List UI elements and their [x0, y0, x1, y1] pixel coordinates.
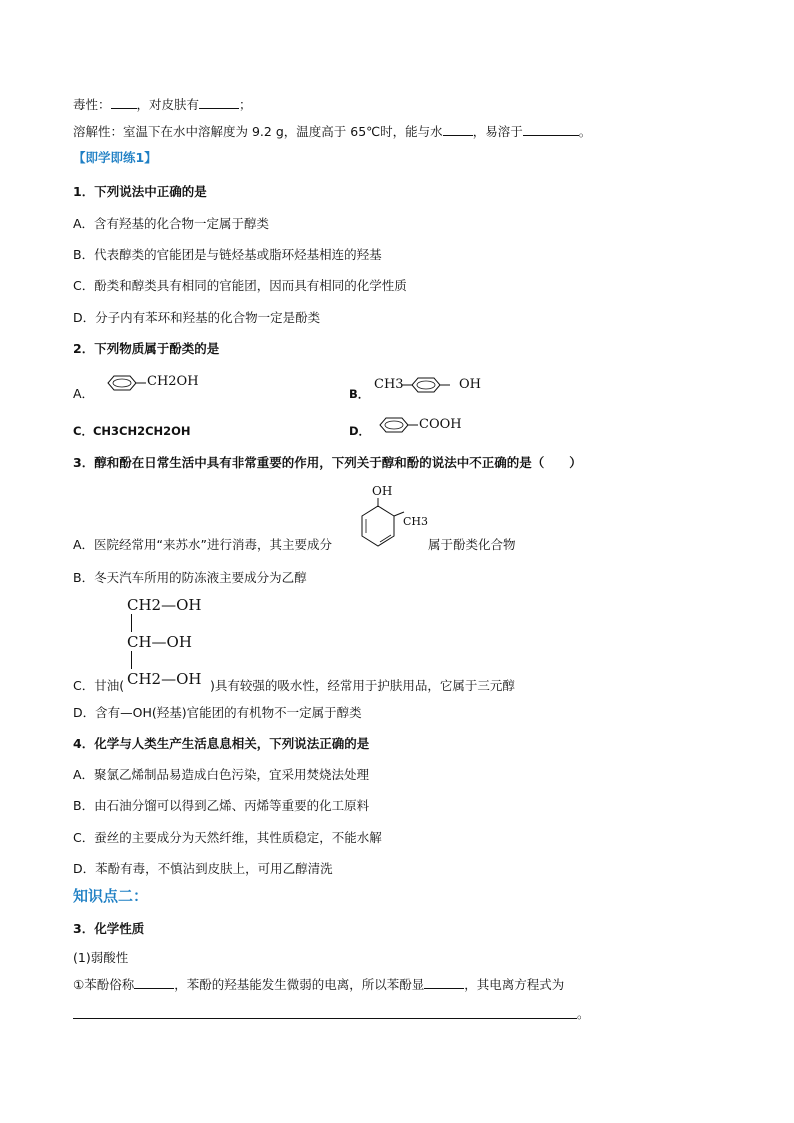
q1-option-b: B．代表醇类的官能团是与链烃基或脂环烃基相连的羟基 — [73, 247, 382, 262]
q4-option-d: D．苯酚有毒，不慎沾到皮肤上，可用乙醇清洗 — [73, 861, 333, 876]
q3-option-c-pre: C．甘油( — [73, 678, 125, 693]
practice-heading: 【即学即练1】 — [73, 150, 157, 165]
q3-stem: 3．醇和酚在日常生活中具有非常重要的作用，下列关于醇和酚的说法中不正确的是（ ） — [73, 455, 582, 470]
solubility-end: 。 — [578, 124, 592, 139]
bond-line — [131, 614, 132, 632]
section3-sub: (1)弱酸性 — [73, 950, 129, 965]
bond-line — [131, 651, 132, 669]
blank — [134, 977, 174, 989]
toxicity-end: ； — [239, 97, 252, 112]
cresol-oh: OH — [372, 484, 393, 498]
q2-b-right: OH — [459, 377, 481, 392]
line-post: ，其电离方程式为 — [464, 977, 565, 992]
q3-option-a-pre: A．医院经常用“来苏水”进行消毒，其主要成分 — [73, 537, 333, 552]
q3-option-c-post: )具有较强的吸水性，经常用于护肤用品，它属于三元醇 — [210, 678, 515, 693]
blank — [199, 97, 239, 109]
cresol-structure-icon — [358, 498, 408, 552]
toxicity-mid: ，对皮肤有 — [136, 97, 200, 112]
blank — [424, 977, 464, 989]
cresol-ch3: CH3 — [403, 515, 429, 528]
glycerol-row-1: CH2—OH — [127, 596, 202, 614]
benzene-ring-icon — [402, 375, 462, 395]
blank — [523, 124, 579, 136]
toxicity-line — [73, 97, 252, 113]
q4-stem: 4．化学与人类生产生活息息相关，下列说法正确的是 — [73, 736, 370, 751]
q1-option-a: A．含有羟基的化合物一定属于醇类 — [73, 216, 270, 231]
solubility-text: 溶解性：室温下在水中溶解度为 9.2 g，温度高于 65℃时，能与水 — [73, 124, 443, 139]
q2-option-c: C．CH3CH2CH2OH — [73, 424, 191, 438]
q2-stem: 2．下列物质属于酚类的是 — [73, 341, 220, 356]
section3-line — [73, 977, 564, 993]
q4-option-c: C．蚕丝的主要成分为天然纤维，其性质稳定，不能水解 — [73, 830, 382, 845]
benzene-ring-icon — [102, 373, 148, 393]
q3-option-b: B．冬天汽车所用的防冻液主要成分为乙醇 — [73, 570, 307, 585]
q2-option-b-label: B． — [349, 387, 370, 401]
q2-b-left: CH3 — [374, 377, 404, 392]
q3-option-d: D．含有—OH(羟基)官能团的有机物不一定属于醇类 — [73, 705, 362, 720]
line-mid: ，苯酚的羟基能发生微弱的电离，所以苯酚显 — [174, 977, 425, 992]
q3-option-a-post: 属于酚类化合物 — [428, 537, 516, 552]
solubility-mid: ，易溶于 — [472, 124, 523, 139]
section3-end: 。 — [577, 1006, 590, 1021]
benzene-ring-icon — [374, 415, 420, 435]
blank — [443, 124, 473, 136]
knowledge-point-heading: 知识点二： — [73, 887, 149, 905]
q1-stem: 1．下列说法中正确的是 — [73, 184, 207, 199]
section3-title: 3．化学性质 — [73, 921, 145, 936]
q4-option-b: B．由石油分馏可以得到乙烯、丙烯等重要的化工原料 — [73, 798, 370, 813]
glycerol-row-2: CH—OH — [127, 633, 192, 651]
q2-d-group: COOH — [419, 417, 462, 432]
toxicity-label: 毒性： — [73, 97, 111, 112]
q1-option-c: C．酚类和醇类具有相同的官能团，因而具有相同的化学性质 — [73, 278, 407, 293]
q2-a-group: CH2OH — [147, 374, 199, 389]
blank — [111, 97, 137, 109]
glycerol-row-3: CH2—OH — [127, 670, 202, 688]
line-pre: ①苯酚俗称 — [73, 977, 135, 992]
solubility-line — [73, 124, 591, 140]
q1-option-d: D．分子内有苯环和羟基的化合物一定是酚类 — [73, 310, 321, 325]
q2-option-d-label: D． — [349, 424, 371, 438]
answer-blank-line — [73, 1018, 577, 1019]
q4-option-a: A．聚氯乙烯制品易造成白色污染，宜采用焚烧法处理 — [73, 767, 370, 782]
q2-option-a-label: A． — [73, 386, 95, 401]
